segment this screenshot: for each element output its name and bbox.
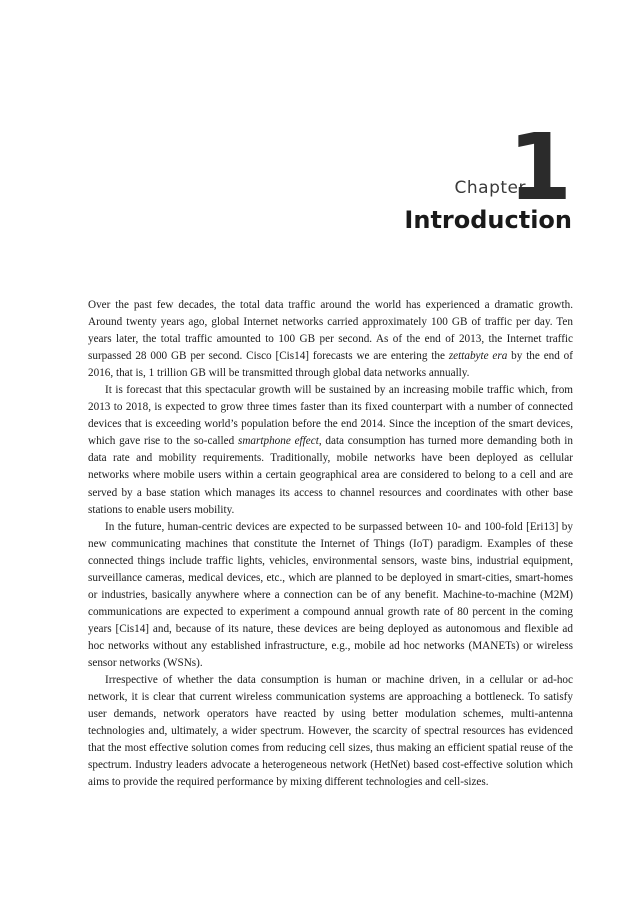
paragraph-text: In the future, human-centric devices are expected to be surpassed between 10- and 100-fold [Eri13] by new communicating machines that constitute the Internet of Things (IoT) paradigm. Examples of these connected things include traffic lights, vehicles, environmental sensors, waste bins, industrial equipment, surveillance cameras, medical devices, etc., which are planned to be deployed in smart-cities, smart-homes or industries, basically anywhere where a connection can be of any benefit. Machine-to-machine (M2M) communications are expected to experiment a compound annual growth rate of 80 percent in the coming years [Cis14] and, because of its nature, these devices are being deployed as autonomous and flexible ad hoc networks without any established infrastructure, e.g., mobile ad hoc networks (MANETs) or wireless sensor networks (WSNs).: [88, 520, 573, 669]
chapter-title: Introduction: [404, 206, 572, 234]
paragraph-text: Irrespective of whether the data consumption is human or machine driven, in a cellular or ad-hoc network, it is clear that current wireless communication systems are approaching a bottleneck. To satisfy user demands, network operators have reacted by using better modulation schemes, multi-antenna technologies and, ultimately, a wider spectrum. However, the scarcity of spectral resources has evidenced that the most effective solution comes from reducing cell sizes, thus making an efficient spatial reuse of the spectrum. Industry leaders advocate a heterogeneous network (HetNet) based cost-effective solution which aims to provide the required performance by mixing different technologies and cell-sizes.: [88, 674, 573, 789]
paragraph-text: It is forecast that this spectacular growth will be sustained by an increasing mobile traffic which, from 2013 to 2018, is expected to grow three times faster than its fixed counterpart with a number of connected devices that is exceeding world’s population before the end 2014. Since the inception of the smart devices, which gave rise to the so-called: [88, 384, 573, 448]
paragraph-text: by the end of 2016, that is, 1 trillion GB will be transmitted through global data networks annually.: [88, 350, 574, 380]
chapter-heading: [0, 0, 638, 260]
emphasis-zettabyte-era: zettabyte era: [448, 350, 508, 363]
chapter-label: Chapter: [454, 178, 526, 198]
paragraph-2: [88, 382, 573, 518]
chapter-number: 1: [507, 114, 572, 221]
paragraph-text: , data consumption has turned more demanding both in data rate and mobility requirements. Traditionally, mobile networks have been deployed as cellular networks where mobile users within a certain geographical area are considered to belong to a cell and are served by a base station which manages its access to channel resources and coordinates with other base stations to enable users mobility.: [88, 435, 573, 516]
paragraph-1: [88, 297, 573, 382]
paragraph-3: [88, 519, 573, 672]
emphasis-smartphone-effect: smartphone effect: [237, 435, 319, 448]
chapter-body: [88, 297, 573, 791]
paragraph-text: Over the past few decades, the total data traffic around the world has experienced a dramatic growth. Around twenty years ago, global Internet networks carried approximately 100 GB of traffic per day. Ten years later, the total traffic amounted to 100 GB per second. As of the end of 2013, the Internet traffic surpassed 28 000 GB per second. Cisco [Cis14] forecasts we are entering the: [88, 299, 573, 363]
paragraph-4: [88, 672, 573, 791]
